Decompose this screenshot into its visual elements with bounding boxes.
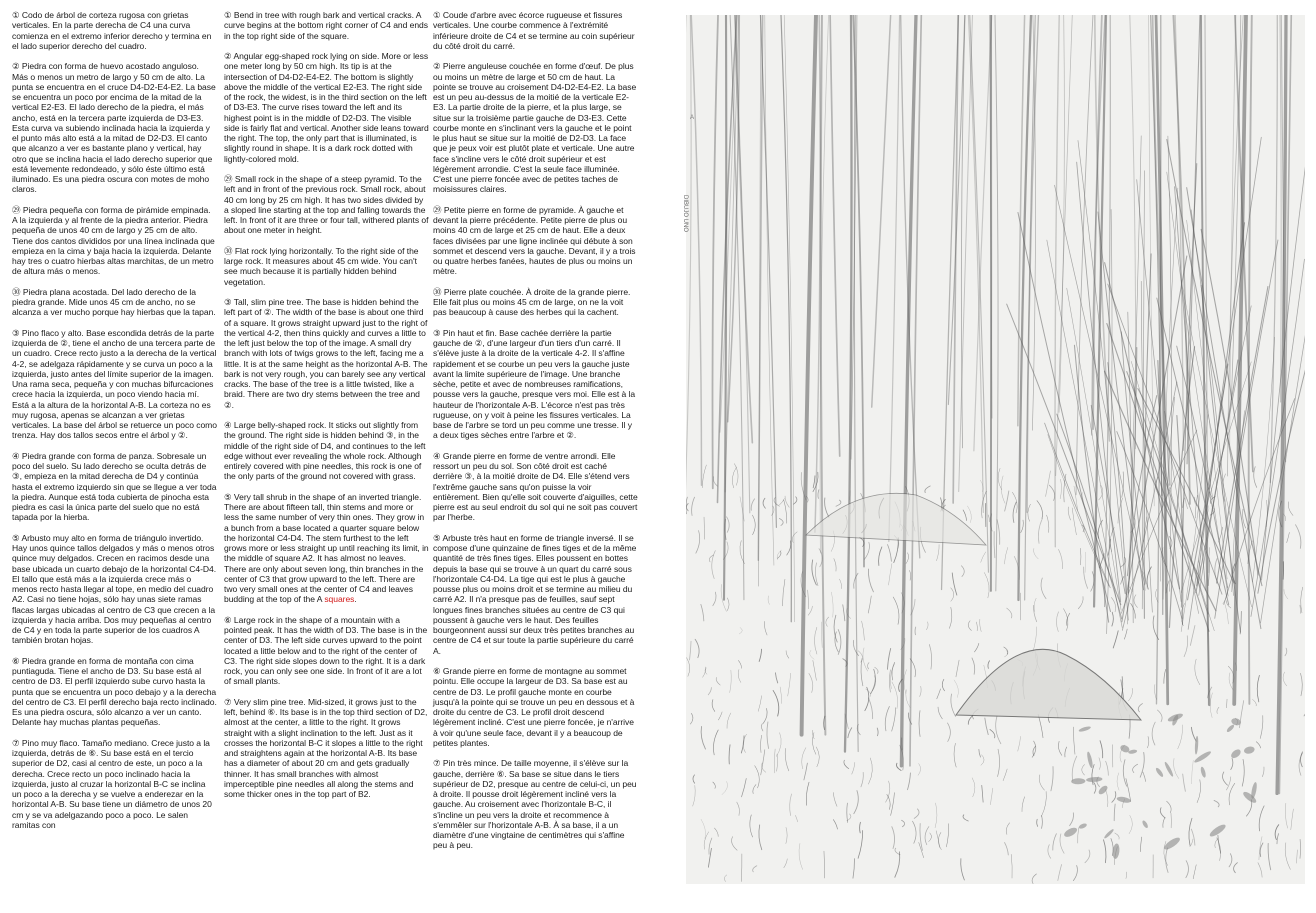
entry-en-1 [224, 10, 429, 41]
entry-text: ① Coude d'arbre avec écorce rugueuse et fissures verticales. Une courbe commence à l'extrémité inférieure droite de C4 et se termine au coin supérieur du côté droit du carré. [433, 10, 635, 51]
entry-text: ⑥ Grande pierre en forme de montagne au sommet pointu. Elle occupe la largeur de D3. Sa base est au centre de D3. Le profil gauche monte en courbe jusqu'à la pointe qui se trouve un peu en dessous et à droite du centre de C3. Le profil droit descend légèrement incliné. C'est une pierre foncée, je n'arrive à voir qu'une seule face, devant il y a beaucoup de petites plantes. [433, 666, 635, 748]
entry-text: ㉙ Piedra pequeña con forma de pirámide empinada. A la izquierda y al frente de la piedra anterior. Piedra pequeña de unos 40 cm de largo y 25 cm de alto. Tiene dos cantos divididos por una línea inclinada que empieza en la cima y baja hacia la izquierda. Delante hay tres o cuatro hierbas altas marchitas, de un metro de altura más o menos. [12, 204, 215, 277]
english-text-column [224, 10, 429, 810]
entry-es-7 [12, 533, 217, 646]
entry-text: ㉚ Pierre plate couchée. À droite de la grande pierre. Elle fait plus ou moins 45 cm de large, on ne la voit pas beaucoup à cause des herbes qui la cachent. [433, 286, 631, 318]
entry-text: ② Pierre anguleuse couchée en forme d'œuf. De plus ou moins un mètre de large et 50 cm de haut. La pointe se trouve au croisement D4-D2-E4-E2. La base est un peu au-dessus de la moitié de la verticale E2-E3. La partie droite de la pierre, et la plus large, se situe sur la troisième partie gauche de D3-E3. Cette courbe monte en s'inclinant vers la gauche et le point le plus haut se situe sur la moitié de D2-D3. La face que je peux voir est plutôt plate et verticale. Une autre face s'incline vers le côté droit supérieur et est légèrement arrondie. C'est la seule face illuminée. C'est une pierre foncée avec de petites taches de moisissures claires. [433, 61, 637, 195]
entry-fr-1 [433, 10, 638, 51]
entry-text: ㉚ Flat rock lying horizontally. To the right side of the large rock. It measures about 45 cm wide. You can't see much because it is partially hidden behind vegetation. [224, 245, 419, 287]
entry-fr-7 [433, 533, 638, 656]
spanish-text-column [12, 10, 217, 840]
entry-text: ① Codo de árbol de corteza rugosa con grietas verticales. En la parte derecha de C4 una curva comienza en el extremo inferior derecho y termina en el lado superior derecho del cuadro. [12, 10, 212, 51]
french-text-column [433, 10, 638, 861]
entry-text: ㉙ Small rock in the shape of a steep pyramid. To the left and in front of the previous rock. Small rock, about 40 cm long by 25 cm high. It has two sides divided by a sloped line starting at the top and falling towards the left. In front of it are three or four tall, withered plants of about one meter in height. [224, 174, 429, 236]
entry-text: ① Bend in tree with rough bark and vertical cracks. A curve begins at the bottom right corner of C4 and ends in the top right side of the square. [224, 10, 428, 41]
entry-fr-2 [433, 61, 638, 194]
entry-en-3 [224, 174, 429, 236]
highlighted-word: squares [324, 594, 355, 605]
entry-text: ⑤ Very tall shrub in the shape of an inverted triangle. There are about fifteen tall, thin stems and more or less the same number of very thin ones. They grow in a bunch from a base located a quarter square below the horizontal C4-D4. The stem furthest to the left grows more or less straight up until reaching its limit, in the middle of square A2. It has almost no leaves. There are only about seven long, thin branches in the center of C3 that grow upward to the left. There are two very small ones at the center of C4 and leaves budding at the top of the A squares. [224, 491, 429, 605]
entry-es-1 [12, 10, 217, 51]
entry-fr-6 [433, 451, 638, 523]
entry-en-4 [224, 246, 429, 287]
entry-fr-8 [433, 666, 638, 748]
drawing-vertical-caption: DIBUJO UNO [682, 195, 688, 233]
entry-en-5 [224, 297, 429, 410]
pencil-forest-drawing [686, 15, 1305, 884]
entry-text: ⑤ Arbusto muy alto en forma de triángulo invertido. Hay unos quince tallos delgados y más o menos otros quince muy delgados. Crecen en racimos desde una base ubicada un cuarto debajo de la horizontal C4-D4. El tallo que está más a la izquierda crece más o menos recto hasta llegar al tope, en medio del cuadro A2. Casi no tiene hojas, sólo hay unas siete ramas flacas largas ubicadas al centro de C3 que crecen a la izquierda y hacia arriba. Dos muy pequeñas al centro de C4 y en toda la parte superior de los cuadros A también brotan hojas. [12, 532, 217, 646]
entry-en-7 [224, 492, 429, 605]
entry-text: ㉚ Piedra plana acostada. Del lado derecho de la piedra grande. Mide unos 45 cm de ancho, no se alcanza a ver mucho porque hay hierbas que la tapan. [12, 286, 216, 318]
grid-letter-label: A [690, 115, 695, 121]
entry-fr-4 [433, 287, 638, 318]
entry-text: ⑦ Pino muy flaco. Tamaño mediano. Crece justo a la izquierda, detrás de ⑥. Su base está en el tercio superior de D2, casi al centro de este, un poco a la derecha. Crece recto un poco inclinado hacia la izquierda, justo al cruzar la horizontal B-C se inclina un poco a la derecha y se vuelve a enderezar en la horizontal A-B. Su base tiene un diámetro de unos 20 cm y se va adelgazando poco a poco. Le salen ramitas con [12, 737, 212, 830]
rock-shape [956, 649, 1141, 720]
entry-text: ③ Pino flaco y alto. Base escondida detrás de la parte izquierda de ②, tiene el ancho de una tercera parte de un cuadro. Crece recto justo a la derecha de la vertical 4-2, se adelgaza rápidamente y se curva un poco a la izquierda, justo antes del límite superior de la imagen. Una rama seca, pequeña y con muchas bifurcaciones crece hacia la izquierda, un poco viendo hacia mí. Está a la altura de la horizontal A-B. La corteza no es muy rugosa, apenas se alcanzan a ver grietas verticales. La base del árbol se retuerce un poco como trenza. Hay dos tallos secos entre el árbol y ②. [12, 327, 217, 441]
entry-text: ⑥ Piedra grande en forma de montaña con cima puntiaguda. Tiene el ancho de D3. Su base está al centro de D3. El perfil izquierdo sube curvo hasta la punta que se encuentra un poco debajo y a la derecha del centro de C3. El perfil derecho baja recto inclinado. Es una piedra oscura, sólo alcanzo a ver un canto. Delante hay muchas plantas pequeñas. [12, 655, 217, 728]
entry-text: ④ Large belly-shaped rock. It sticks out slightly from the ground. The right side is hidden behind ③, in the middle of the right side of D4, and continues to the left edge without ever revealing the whole rock. Although entirely covered with pine needles, this rock is one of the only parts of the ground not covered with grass. [224, 420, 426, 482]
entry-es-9 [12, 738, 217, 830]
forest-sketch-svg [686, 15, 1305, 884]
entry-fr-3 [433, 205, 638, 277]
entry-text: ㉙ Petite pierre en forme de pyramide. À gauche et devant la pierre précédente. Petite pierre de plus ou moins 40 cm de large et 25 cm de haut. Elle a deux faces divisées par une ligne inclinée qui débute à son sommet et descend vers la gauche. Devant, il y a trois ou quatre herbes fanées, hautes de plus ou moins un mètre. [433, 204, 636, 277]
entry-text: ② Piedra con forma de huevo acostado anguloso. Más o menos un metro de largo y 50 cm de alto. La punta se encuentra en el cruce D4-D2-E4-E2. La base se encuentra un poco por encima de la mitad de la vertical E2-E3. El lado derecho de la piedra, el más ancho, está en la tercera parte izquierda de D3-E3. Esta curva va subiendo inclinada hacia la izquierda y el punto más alto está a la mitad de D2-D3. El canto que alcanzo a ver es bastante plano y vertical, hay otro que se inclina hacia el lado derecho superior que está levemente redondeado, y sólo éste último está iluminado. Es una piedra oscura con motes de moho claros. [12, 61, 216, 195]
entry-es-6 [12, 451, 217, 523]
entry-es-4 [12, 287, 217, 318]
entry-en-6 [224, 420, 429, 482]
entry-en-9 [224, 697, 429, 800]
entry-es-3 [12, 205, 217, 277]
entry-text: ⑤ Arbuste très haut en forme de triangle inversé. Il se compose d'une quinzaine de fines tiges et de la même quantité de très fines tiges. Elles poussent en bottes depuis la base qui se trouve à un quart du carré sous l'horizontale C4-D4. La tige qui est le plus à gauche pousse plus ou moins droit et se termine au milieu du carré A2. Il n'a presque pas de feuilles, sauf sept longues fines branches situées au centre de C3 qui poussent à gauche vers le haut. Des feuilles bourgeonnent aussi sur deux très petites branches au centre de C4 et sur toute la partie supérieure du carré A. [433, 532, 637, 656]
entry-es-2 [12, 61, 217, 194]
entry-es-8 [12, 656, 217, 728]
entry-fr-9 [433, 758, 638, 850]
entry-es-5 [12, 328, 217, 441]
entry-text: ④ Grande pierre en forme de ventre arrondi. Elle ressort un peu du sol. Son côté droit est caché derrière ③, à la moitié droite de D4. Elle s'étend vers l'extrême gauche sans qu'on puisse la voir entièrement. Bien qu'elle soit couverte d'aiguilles, cette pierre est au seul endroit du sol qui ne soit pas couvert par l'herbe. [433, 450, 638, 523]
entry-text: ⑦ Pin très mince. De taille moyenne, il s'élève sur la gauche, derrière ⑥. Sa base se situe dans le tiers supérieur de D2, presque au centre de celui-ci, un peu à droite. Il pousse droit légèrement incliné vers la gauche. Au croisement avec l'horizontale B-C, il s'incline un peu vers la droite et recommence à s'emmêler sur l'horizontale A-B. À sa base, il a un diamètre d'une vingtaine de centimètres qui s'affine peu à peu. [433, 758, 637, 851]
sketch-strokes [686, 15, 1305, 884]
entry-text: ③ Pin haut et fin. Base cachée derrière la partie gauche de ②, d'une largeur d'un tiers d'un carré. Il s'élève juste à la droite de la verticale 4-2. Il s'affine rapidement et se courbe un peu vers la gauche juste avant la limite supérieure de l'image. Une branche sèche, petite et avec de nombreuses ramifications, pousse vers la gauche, presque vers moi. Elle est à la hauteur de l'horizontale A-B. L'écorce n'est pas très rugueuse, on y voit à peine les fissures verticales. La base de l'arbre se tord un peu comme une tresse. Il y a deux tiges sèches entre l'arbre et ②. [433, 327, 636, 441]
entry-fr-5 [433, 328, 638, 441]
entry-text: ⑥ Large rock in the shape of a mountain with a pointed peak. It has the width of D3. The base is in the center of D3. The left side curves upward to the point located a little below and to the right of the center of C3. The right side slopes down to the right. It is a dark rock, you can only see one side. In front of it are a lot of small plants. [224, 614, 428, 687]
entry-en-8 [224, 615, 429, 687]
entry-text: ④ Piedra grande con forma de panza. Sobresale un poco del suelo. Su lado derecho se oculta detrás de ③, empieza en la mitad derecha de D4 y continúa hasta el extremo izquierdo sin que se llegue a ver toda la piedra. Aunque está toda cubierta de pinocha esta piedra es casi la única parte del suelo que no está tapada por la hierba. [12, 450, 217, 523]
rock-shape-small [806, 493, 986, 545]
entry-en-2 [224, 51, 429, 164]
entry-text: ③ Tall, slim pine tree. The base is hidden behind the left part of ②. The width of the base is about one third of a square. It grows straight upward just to the right of the vertical 4-2, then thins quickly and curves a little to the left just below the top of the image. A small dry branch with lots of twigs grows to the left, facing me a little. It is at the same height as the horizontal A-B. The bark is not very rough, you can barely see any vertical cracks. The base of the tree is a little twisted, like a braid. There are two dry stems between the tree and ②. [224, 297, 428, 410]
entry-text: ② Angular egg-shaped rock lying on side. More or less one meter long by 50 cm high. Its tip is at the intersection of D4-D2-E4-E2. The bottom is slightly above the middle of the vertical E2-E3. The right side of the rock, the widest, is in the third section on the left of D3-E3. The curve rises toward the left and its highest point is in the middle of D2-D3. The visible side is fairly flat and vertical. Another side leans toward the right. The top, the only part that is illuminated, is slightly round in shape. It is a dark rock dotted with lightly-colored mold. [224, 51, 429, 164]
entry-text: ⑦ Very slim pine tree. Mid-sized, it grows just to the left, behind ⑥. Its base is in the top third section of D2, almost at the center, a little to the right. It grows straight with a slight inclination to the left. Just as it crosses the horizontal B-C it slopes a little to the right and straightens again at the horizontal A-B. Its base has a diameter of about 20 cm and gets gradually thinner. It has small branches with almost imperceptible pine needles all along the stems and some thicker ones in the top part of B2. [224, 696, 428, 799]
